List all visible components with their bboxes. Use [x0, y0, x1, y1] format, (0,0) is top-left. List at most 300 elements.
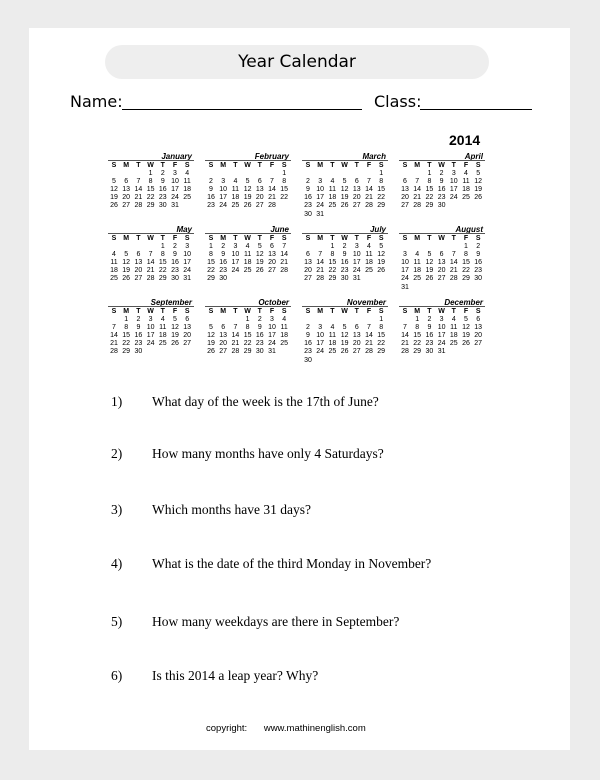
- weekday-header: T: [160, 162, 165, 169]
- day-cell: 16: [255, 332, 264, 340]
- day-cell: 4: [415, 251, 420, 259]
- day-cell: 28: [146, 275, 155, 283]
- day-cell: 1: [282, 170, 287, 177]
- day-cell: 3: [318, 324, 323, 332]
- day-cell: 2: [342, 243, 347, 250]
- day-cell: 5: [245, 178, 250, 186]
- class-blank-line[interactable]: [420, 109, 532, 110]
- day-cell: 16: [474, 259, 483, 267]
- day-cell: 27: [304, 275, 312, 283]
- day-cell: 19: [425, 267, 434, 275]
- day-cell: 7: [451, 251, 456, 259]
- day-cell: 12: [340, 332, 349, 340]
- day-cell: 8: [160, 251, 165, 259]
- day-cell: 15: [328, 259, 337, 267]
- question-text: Which months have 31 days?: [152, 502, 311, 517]
- day-cell: 2: [209, 178, 213, 186]
- day-cell: 8: [415, 324, 420, 332]
- day-cell: 28: [365, 202, 373, 210]
- day-cell: 16: [340, 259, 349, 267]
- day-cell: 30: [437, 202, 446, 210]
- day-cell: 13: [437, 259, 446, 267]
- day-cell: 19: [340, 340, 349, 348]
- weekday-header: T: [257, 162, 262, 169]
- weekday-header: S: [281, 235, 287, 242]
- day-cell: 25: [110, 275, 118, 283]
- day-cell: 13: [474, 324, 483, 332]
- weekday-header: F: [172, 162, 178, 169]
- month-divider: [205, 306, 291, 307]
- day-cell: 17: [316, 340, 325, 348]
- weekday-header: F: [172, 235, 178, 242]
- weekday-header: S: [305, 235, 311, 242]
- month-name: March: [362, 152, 386, 161]
- day-cell: 30: [304, 356, 312, 364]
- day-cell: 1: [379, 170, 384, 177]
- weekday-header: T: [233, 162, 238, 169]
- day-cell: 24: [268, 340, 276, 348]
- day-cell: 20: [304, 267, 312, 275]
- month-name: January: [161, 152, 192, 161]
- day-cell: 24: [219, 202, 228, 210]
- day-cell: 29: [377, 348, 386, 356]
- day-cell: 13: [352, 332, 361, 340]
- day-cell: 3: [148, 316, 153, 323]
- day-cell: 4: [367, 243, 371, 250]
- day-cell: 5: [464, 316, 468, 323]
- day-cell: 27: [401, 202, 409, 210]
- day-cell: 31: [401, 283, 409, 291]
- day-cell: 22: [146, 194, 155, 202]
- weekday-header: S: [281, 162, 287, 169]
- day-cell: 17: [401, 267, 409, 275]
- day-cell: 31: [352, 275, 361, 283]
- day-cell: 26: [462, 340, 470, 348]
- day-cell: 31: [316, 210, 325, 218]
- day-cell: 20: [401, 194, 409, 202]
- day-cell: 14: [146, 259, 155, 267]
- day-cell: 1: [379, 316, 384, 323]
- day-cell: 21: [316, 267, 325, 275]
- day-cell: 1: [415, 316, 420, 323]
- day-cell: 31: [437, 348, 446, 356]
- question-text: How many weekdays are there in September?: [152, 614, 400, 629]
- weekday-header: S: [378, 162, 384, 169]
- day-cell: 15: [158, 259, 167, 267]
- weekday-header: F: [269, 235, 275, 242]
- day-cell: 29: [207, 275, 215, 283]
- day-cell: 5: [112, 178, 116, 186]
- weekday-header: M: [220, 162, 227, 169]
- day-cell: 18: [365, 259, 373, 267]
- weekday-header: S: [184, 235, 190, 242]
- weekday-header: T: [160, 308, 165, 315]
- day-cell: 28: [110, 348, 118, 356]
- month-divider: [302, 233, 388, 234]
- day-cell: 7: [318, 251, 323, 259]
- day-cell: 21: [365, 194, 373, 202]
- day-cell: 25: [462, 194, 470, 202]
- month-name: November: [346, 298, 386, 307]
- weekday-header: S: [111, 162, 117, 169]
- weekday-header: S: [208, 308, 214, 315]
- day-cell: 2: [306, 178, 310, 186]
- day-cell: 5: [342, 178, 347, 186]
- day-cell: 7: [367, 178, 371, 186]
- day-cell: 30: [425, 348, 434, 356]
- weekday-header: M: [317, 308, 324, 315]
- day-cell: 25: [413, 275, 422, 283]
- day-cell: 22: [122, 340, 131, 348]
- month-name: April: [464, 152, 483, 161]
- day-cell: 4: [330, 178, 335, 186]
- day-cell: 16: [219, 259, 228, 267]
- day-cell: 28: [449, 275, 458, 283]
- day-cell: 7: [270, 178, 274, 186]
- day-cell: 22: [425, 194, 434, 202]
- day-cell: 5: [342, 324, 347, 332]
- day-cell: 10: [437, 324, 446, 332]
- weekday-header: T: [233, 235, 238, 242]
- day-cell: 11: [110, 259, 118, 267]
- day-cell: 18: [328, 340, 337, 348]
- day-cell: 30: [340, 275, 349, 283]
- month-october: [205, 298, 291, 364]
- day-cell: 20: [255, 194, 264, 202]
- day-cell: 22: [413, 340, 422, 348]
- day-cell: 5: [173, 316, 177, 323]
- month-february: [205, 152, 291, 218]
- day-cell: 2: [257, 316, 262, 323]
- day-cell: 12: [110, 186, 118, 194]
- question-number: 3): [111, 502, 123, 517]
- day-cell: 18: [449, 332, 458, 340]
- day-cell: 20: [219, 340, 228, 348]
- day-cell: 5: [209, 324, 213, 332]
- day-cell: 24: [401, 275, 409, 283]
- day-cell: 19: [340, 194, 349, 202]
- day-cell: 4: [185, 170, 190, 177]
- day-cell: 21: [268, 194, 276, 202]
- day-cell: 18: [328, 194, 337, 202]
- day-cell: 23: [437, 194, 446, 202]
- month-name: October: [258, 298, 289, 307]
- weekday-header: F: [366, 235, 372, 242]
- weekday-header: T: [257, 308, 262, 315]
- day-cell: 1: [330, 243, 335, 250]
- day-cell: 23: [425, 340, 434, 348]
- day-cell: 19: [110, 194, 118, 202]
- day-cell: 9: [209, 186, 213, 194]
- day-cell: 11: [462, 178, 470, 186]
- day-cell: 29: [425, 202, 434, 210]
- day-cell: 2: [173, 243, 177, 250]
- day-cell: 20: [352, 340, 361, 348]
- day-cell: 24: [171, 194, 179, 202]
- day-cell: 14: [110, 332, 118, 340]
- day-cell: 19: [207, 340, 215, 348]
- day-cell: 15: [425, 186, 434, 194]
- day-cell: 4: [245, 243, 250, 250]
- day-cell: 9: [427, 324, 432, 332]
- day-cell: 31: [268, 348, 276, 356]
- day-cell: 9: [136, 324, 141, 332]
- day-cell: 25: [280, 340, 289, 348]
- day-cell: 13: [255, 186, 264, 194]
- day-cell: 10: [268, 324, 276, 332]
- day-cell: 15: [280, 186, 289, 194]
- day-cell: 26: [122, 275, 131, 283]
- weekday-header: T: [330, 162, 335, 169]
- day-cell: 10: [146, 324, 155, 332]
- day-cell: 20: [183, 332, 192, 340]
- day-cell: 2: [439, 170, 444, 177]
- day-cell: 14: [316, 259, 325, 267]
- weekday-header: S: [378, 235, 384, 242]
- day-cell: 22: [377, 340, 386, 348]
- day-cell: 10: [401, 259, 409, 267]
- weekday-header: F: [463, 162, 469, 169]
- day-cell: 23: [255, 340, 264, 348]
- day-cell: 7: [136, 178, 141, 186]
- day-cell: 4: [464, 170, 468, 177]
- weekday-header: T: [233, 308, 238, 315]
- day-cell: 23: [207, 202, 215, 210]
- month-name: September: [150, 298, 192, 307]
- day-cell: 17: [146, 332, 155, 340]
- question-number: 2): [111, 446, 123, 461]
- day-cell: 4: [112, 251, 116, 259]
- day-cell: 16: [134, 332, 143, 340]
- day-cell: 16: [207, 194, 215, 202]
- weekday-header: S: [111, 308, 117, 315]
- weekday-header: S: [475, 308, 481, 315]
- day-cell: 1: [148, 170, 153, 177]
- weekday-header: T: [451, 235, 456, 242]
- weekday-header: M: [123, 235, 130, 242]
- day-cell: 24: [146, 340, 155, 348]
- day-cell: 10: [449, 178, 458, 186]
- day-cell: 10: [171, 178, 179, 186]
- day-cell: 9: [160, 178, 165, 186]
- day-cell: 27: [268, 267, 276, 275]
- day-cell: 30: [158, 202, 167, 210]
- day-cell: 18: [280, 332, 289, 340]
- question-text: How many months have only 4 Saturdays?: [152, 446, 384, 461]
- weekday-header: M: [123, 162, 130, 169]
- day-cell: 29: [158, 275, 167, 283]
- month-name: February: [254, 152, 289, 161]
- day-cell: 4: [451, 316, 456, 323]
- day-cell: 30: [255, 348, 264, 356]
- day-cell: 3: [221, 178, 226, 186]
- day-cell: 17: [352, 259, 361, 267]
- day-cell: 29: [243, 348, 252, 356]
- day-cell: 15: [462, 259, 470, 267]
- day-cell: 9: [221, 251, 226, 259]
- day-cell: 21: [134, 194, 143, 202]
- day-cell: 8: [124, 324, 129, 332]
- day-cell: 12: [243, 186, 252, 194]
- day-cell: 26: [425, 275, 434, 283]
- month-may: [108, 225, 194, 291]
- copyright-label: copyright:: [206, 723, 248, 734]
- day-cell: 23: [171, 267, 179, 275]
- day-cell: 29: [377, 202, 386, 210]
- day-cell: 10: [183, 251, 192, 259]
- day-cell: 15: [243, 332, 252, 340]
- day-cell: 18: [231, 194, 240, 202]
- day-cell: 20: [268, 259, 276, 267]
- day-cell: 17: [231, 259, 240, 267]
- day-cell: 6: [306, 251, 310, 259]
- day-cell: 25: [449, 340, 458, 348]
- day-cell: 24: [449, 194, 458, 202]
- question-text: Is this 2014 a leap year? Why?: [152, 668, 319, 683]
- day-cell: 16: [437, 186, 446, 194]
- month-name: June: [270, 225, 289, 234]
- day-cell: 15: [413, 332, 422, 340]
- day-cell: 26: [377, 267, 386, 275]
- name-blank-line[interactable]: [122, 109, 362, 110]
- day-cell: 27: [122, 202, 131, 210]
- day-cell: 20: [122, 194, 131, 202]
- weekday-header: T: [451, 162, 456, 169]
- day-cell: 7: [148, 251, 153, 259]
- weekday-header: F: [172, 308, 178, 315]
- weekday-header: M: [414, 162, 421, 169]
- day-cell: 29: [122, 348, 131, 356]
- day-cell: 21: [280, 259, 289, 267]
- day-cell: 1: [427, 170, 432, 177]
- day-cell: 4: [330, 324, 335, 332]
- day-cell: 25: [328, 348, 337, 356]
- day-cell: 7: [415, 178, 420, 186]
- class-label: Class:: [374, 92, 422, 111]
- day-cell: 13: [134, 259, 143, 267]
- weekday-header: T: [354, 162, 359, 169]
- day-cell: 28: [413, 202, 422, 210]
- weekday-header: F: [269, 162, 275, 169]
- day-cell: 27: [352, 202, 361, 210]
- question-text: What is the date of the third Monday in November?: [152, 556, 432, 571]
- day-cell: 2: [160, 170, 165, 177]
- day-cell: 8: [209, 251, 213, 259]
- weekday-header: M: [414, 235, 421, 242]
- day-cell: 30: [134, 348, 143, 356]
- day-cell: 5: [427, 251, 432, 259]
- weekday-header: S: [475, 162, 481, 169]
- day-cell: 17: [171, 186, 179, 194]
- month-divider: [399, 160, 485, 161]
- day-cell: 26: [340, 202, 349, 210]
- day-cell: 21: [231, 340, 240, 348]
- day-cell: 13: [219, 332, 228, 340]
- day-cell: 22: [280, 194, 289, 202]
- day-cell: 31: [171, 202, 179, 210]
- day-cell: 9: [306, 186, 310, 194]
- question-number: 5): [111, 614, 123, 629]
- day-cell: 11: [450, 324, 458, 332]
- day-cell: 23: [134, 340, 143, 348]
- day-cell: 28: [365, 348, 373, 356]
- day-cell: 11: [280, 324, 288, 332]
- day-cell: 4: [282, 316, 287, 323]
- day-cell: 6: [124, 178, 129, 186]
- day-cell: 8: [379, 178, 384, 186]
- day-cell: 6: [354, 178, 359, 186]
- day-cell: 2: [476, 243, 481, 250]
- day-cell: 23: [219, 267, 228, 275]
- weekday-header: S: [378, 308, 384, 315]
- day-cell: 12: [255, 251, 264, 259]
- day-cell: 12: [425, 259, 434, 267]
- day-cell: 19: [243, 194, 252, 202]
- question-number: 4): [111, 556, 123, 571]
- day-cell: 3: [403, 251, 407, 259]
- weekday-header: T: [354, 235, 359, 242]
- day-cell: 13: [304, 259, 312, 267]
- day-cell: 9: [476, 251, 481, 259]
- day-cell: 16: [158, 186, 167, 194]
- month-april: [399, 152, 485, 218]
- day-cell: 12: [474, 178, 483, 186]
- day-cell: 29: [146, 202, 155, 210]
- day-cell: 21: [110, 340, 118, 348]
- month-divider: [205, 233, 291, 234]
- day-cell: 8: [379, 324, 384, 332]
- calendar-year: 2014: [449, 132, 481, 148]
- day-cell: 30: [219, 275, 228, 283]
- day-cell: 24: [183, 267, 192, 275]
- day-cell: 22: [377, 194, 386, 202]
- day-cell: 29: [328, 275, 337, 283]
- day-cell: 7: [367, 324, 371, 332]
- day-cell: 8: [148, 178, 153, 186]
- day-cell: 22: [328, 267, 337, 275]
- day-cell: 15: [146, 186, 155, 194]
- day-cell: 26: [243, 202, 252, 210]
- weekday-header: S: [281, 308, 287, 315]
- day-cell: 3: [439, 316, 444, 323]
- month-name: August: [455, 225, 483, 234]
- day-cell: 6: [476, 316, 481, 323]
- weekday-header: T: [354, 308, 359, 315]
- month-divider: [205, 160, 291, 161]
- day-cell: 24: [316, 202, 325, 210]
- month-name: December: [444, 298, 483, 307]
- day-cell: 26: [110, 202, 118, 210]
- month-july: [302, 225, 388, 291]
- copyright-site: www.mathinenglish.com: [263, 723, 366, 734]
- day-cell: 3: [185, 243, 190, 250]
- day-cell: 9: [439, 178, 444, 186]
- day-cell: 27: [437, 275, 446, 283]
- day-cell: 12: [207, 332, 215, 340]
- day-cell: 9: [257, 324, 262, 332]
- weekday-header: S: [208, 162, 214, 169]
- day-cell: 11: [328, 332, 337, 340]
- day-cell: 3: [270, 316, 274, 323]
- day-cell: 21: [146, 267, 155, 275]
- day-cell: 19: [462, 332, 470, 340]
- weekday-header: S: [402, 235, 408, 242]
- day-cell: 14: [413, 186, 422, 194]
- weekday-header: S: [305, 162, 311, 169]
- day-cell: 19: [171, 332, 179, 340]
- weekday-header: M: [220, 235, 227, 242]
- weekday-header: F: [463, 308, 469, 315]
